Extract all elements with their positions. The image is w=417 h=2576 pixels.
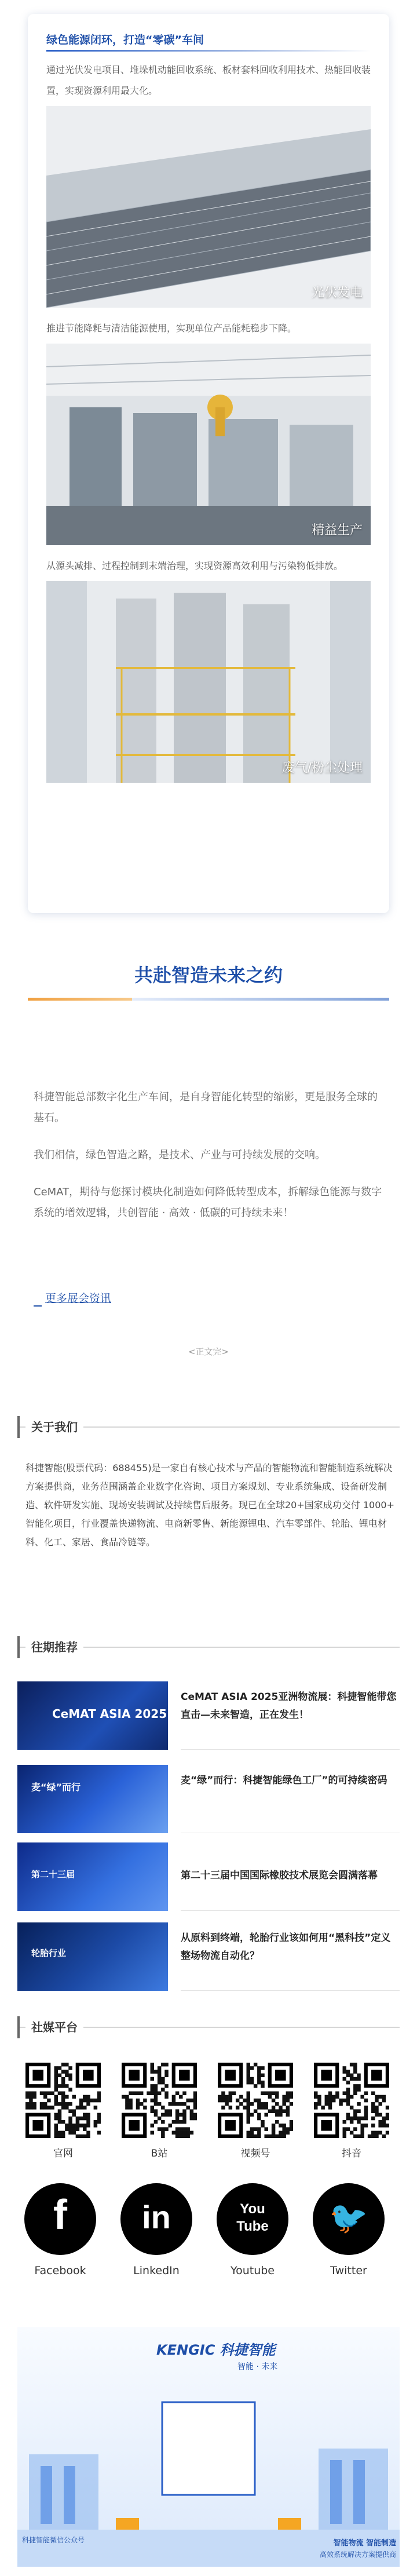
photo-caption: 精益生产 xyxy=(311,523,363,538)
card-title: 绿色能源闭环，打造“零碳”车间 xyxy=(46,34,204,46)
recommend-item[interactable] xyxy=(17,1681,400,1750)
paragraph-energy: 推进节能降耗与清洁能源使用，实现单位产品能耗稳步下降。 xyxy=(46,323,297,334)
photo-caption: 废气/粉尘处理 xyxy=(281,761,363,775)
accent-bar xyxy=(132,998,389,1001)
qr-pattern xyxy=(25,2063,101,2138)
recommend-title[interactable]: 从原料到终端，轮胎行业该如何用“黑科技”定义整场物流自动化？ xyxy=(181,1932,391,1962)
banner-qr-label: 科捷智能微信公众号 xyxy=(22,2536,85,2544)
recommend-item[interactable] xyxy=(17,1765,400,1833)
photo-dust-treatment xyxy=(46,581,371,783)
divider xyxy=(181,1990,400,1991)
qr-label-channels: 视频号 xyxy=(240,2148,270,2159)
qr-code-bilibili[interactable] xyxy=(122,2063,197,2138)
qr-code-douyin[interactable] xyxy=(314,2063,389,2138)
banner-tagline-2: 高效系统解决方案提供商 xyxy=(319,2551,396,2559)
future-paragraph: 科捷智能总部数字化生产车间，是自身智能化转型的缩影，更是服务全球的基石。 xyxy=(34,1091,378,1124)
youtube-label: Youtube xyxy=(231,2264,275,2277)
accent-bar xyxy=(28,998,132,1001)
paragraph-emission: 从源头减排、过程控制到末端治理，实现资源高效利用与污染物低排放。 xyxy=(46,560,343,571)
youtube-glyph: You Tube xyxy=(236,2201,269,2234)
recommend-thumbnail[interactable] xyxy=(17,1765,168,1833)
recommend-thumbnail[interactable] xyxy=(17,1681,168,1750)
end-of-article-mark: <正文完> xyxy=(188,1347,229,1357)
facebook-glyph: f xyxy=(53,2192,67,2238)
social-heading-label: 社媒平台 xyxy=(25,2016,83,2038)
divider xyxy=(181,1910,400,1911)
about-text: 科捷智能(股票代码：688455)是一家自有核心技术与产品的智能物流和智能制造系统解决方案提供商，业务范围涵盖企业数字化咨询、项目方案规划、专业系统集成、设备研发制造、软件研发实施、现场安装调试及持续售后服务。现已在全球20+国家成功交付 1000+ 智能化项目，行业覆盖快递物流、电商新零售、新能源锂电、汽车零部件、轮胎、锂电材料、化工、家居、食品冷链等。 xyxy=(25,1462,394,1548)
youtube-icon[interactable] xyxy=(217,2183,288,2255)
recommend-thumbnail[interactable] xyxy=(17,1922,168,1991)
brand-banner xyxy=(17,2327,400,2567)
qr-code-channels[interactable] xyxy=(218,2063,293,2138)
recommend-heading-label: 往期推荐 xyxy=(25,1636,83,1658)
facebook-icon[interactable] xyxy=(24,2183,96,2255)
linkedin-glyph: in xyxy=(142,2199,171,2235)
qr-pattern xyxy=(218,2063,293,2138)
future-paragraph: 我们相信，绿色智造之路，是技术、产业与可持续发展的交响。 xyxy=(34,1149,325,1161)
recommend-title[interactable]: 第二十三届中国国际橡胶技术展览会圆满落幕 xyxy=(181,1870,378,1881)
photo-solar xyxy=(46,106,371,308)
about-heading xyxy=(17,1414,400,1440)
future-title: 共赴智造未来之约 xyxy=(134,964,283,986)
twitter-glyph: 🐦 xyxy=(329,2199,368,2236)
qr-pattern xyxy=(122,2063,197,2138)
qr-label-website: 官网 xyxy=(53,2148,73,2159)
banner-qr-code xyxy=(162,2402,255,2495)
twitter-label: Twitter xyxy=(330,2264,367,2277)
facebook-label: Facebook xyxy=(34,2264,86,2277)
linkedin-icon[interactable] xyxy=(120,2183,192,2255)
social-heading xyxy=(17,2014,400,2041)
recommend-title[interactable]: 麦“绿”而行：科捷智能绿色工厂”的可持续密码 xyxy=(181,1775,387,1786)
photo-caption: 光伏发电 xyxy=(311,286,363,300)
future-heading xyxy=(28,962,389,1049)
recommend-title[interactable]: CeMAT ASIA 2025亚洲物流展：科捷智能带您直击—未来智造，正在发生！ xyxy=(181,1691,397,1721)
more-exhibitions-link[interactable]: 更多展会资讯 xyxy=(45,1292,112,1305)
thumbnail-text: CeMAT ASIA 2025 xyxy=(52,1707,167,1721)
solar-roof-illustration xyxy=(46,106,371,308)
divider xyxy=(181,1749,400,1750)
thumbnail-text: 轮胎行业 xyxy=(31,1948,67,1958)
future-paragraph: CeMAT，期待与您探讨模块化制造如何降低转型成本，拆解绿色能源与数字系统的增效逻辑，共创智能 · 高效 · 低碳的可持续未来！ xyxy=(34,1186,382,1219)
banner-slogan: 智能 · 未来 xyxy=(237,2362,278,2371)
dust-treatment-illustration xyxy=(46,581,371,783)
qr-code-website[interactable] xyxy=(25,2063,101,2138)
thumbnail-text: 第二十三届 xyxy=(31,1869,75,1880)
qr-pattern xyxy=(314,2063,389,2138)
thumbnail-text: 麦“绿”而行 xyxy=(31,1782,81,1793)
title-underline xyxy=(46,50,371,52)
twitter-icon[interactable] xyxy=(313,2183,385,2255)
linkedin-label: LinkedIn xyxy=(133,2264,180,2277)
recommend-thumbnail[interactable] xyxy=(17,1842,168,1911)
qr-label-bilibili: B站 xyxy=(151,2148,168,2159)
recommend-item[interactable] xyxy=(17,1842,400,1911)
banner-tagline-1: 智能物流 智能制造 xyxy=(333,2539,396,2548)
paragraph-solar: 通过光伏发电项目、堆垛机动能回收系统、板材套料回收利用技术、热能回收装置，实现资源利用最大化。 xyxy=(46,64,371,96)
link-bullet xyxy=(34,1305,42,1307)
photo-lean-production xyxy=(46,344,371,545)
recommend-heading xyxy=(17,1634,400,1661)
about-heading-label: 关于我们 xyxy=(25,1416,83,1438)
banner-brand: KENGIC 科捷智能 xyxy=(156,2342,276,2358)
factory-line-illustration xyxy=(46,344,371,545)
recommend-item[interactable] xyxy=(17,1922,400,1991)
qr-label-douyin: 抖音 xyxy=(342,2148,361,2159)
green-energy-card xyxy=(28,14,389,913)
